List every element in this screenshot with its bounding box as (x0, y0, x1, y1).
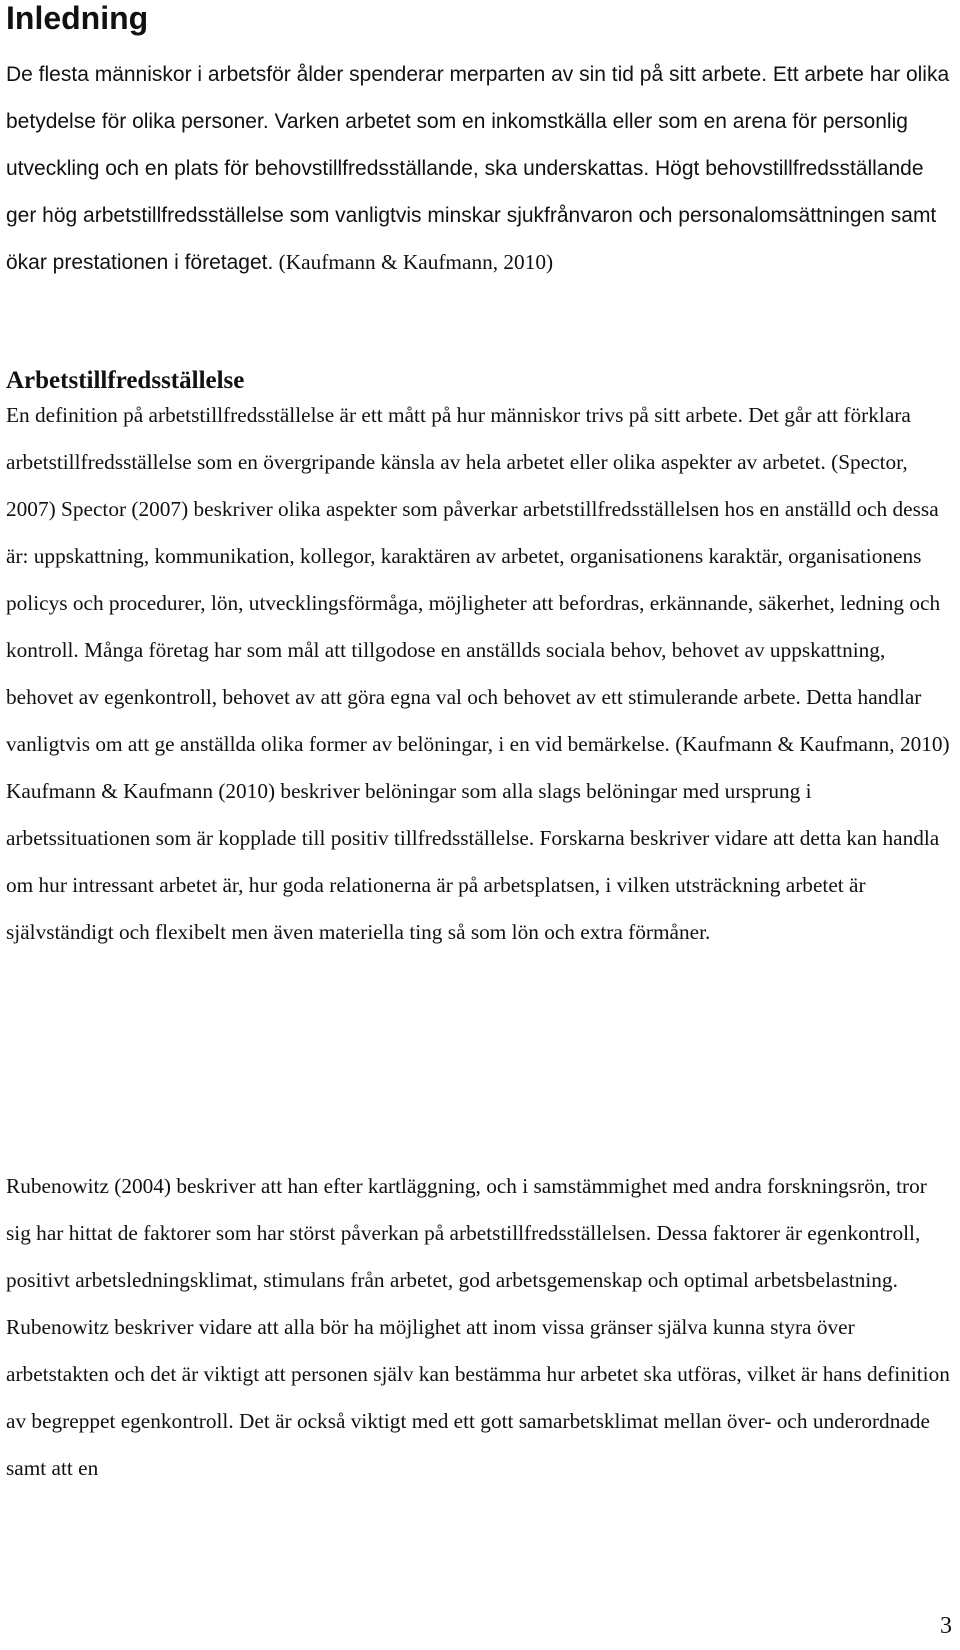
heading-arbetstillfredsstallelse: Arbetstillfredsställelse (6, 367, 245, 394)
section-paragraph-1: En definition på arbetstillfredsställelse är ett mått på hur människor trivs på sitt arbete. Det går att förklara arbetstillfredsställelse som en övergripande känsla av hela arbetet eller olika aspekter av arbetet. (Spector, 2007) Spector (2007) beskriver olika aspekter som påverkar arbetstillfredsställelsen hos en anställd och dessa är: uppskattning, kommunikation, kollegor, karaktären av arbetet, organisationens karaktär, organisationens policys och procedurer, lön, utvecklingsförmåga, möjligheter att befordras, erkännande, säkerhet, ledning och kontroll. Många företag har som mål att tillgodose en anställds sociala behov, behovet av uppskattning, behovet av egenkontroll, behovet av att göra egna val och behovet av ett stimulerande arbete. Detta handlar vanligtvis om att ge anställda olika former av belöningar, i en vid bemärkelse. (Kaufmann & Kaufmann, 2010) Kaufmann & Kaufmann (2010) beskriver belöningar som alla slags belöningar med ursprung i arbetssituationen som är kopplade till positiv tillfredsställelse. Forskarna beskriver vidare att detta kan handla om hur intressant arbetet är, hur goda relationerna är på arbetsplatsen, i vilken utsträckning arbetet är självständigt och flexibelt men även materiella ting så som lön och extra förmåner. (6, 403, 950, 944)
intro-citation: (Kaufmann & Kaufmann, 2010) (273, 250, 554, 274)
intro-text: De flesta människor i arbetsför ålder spenderar merparten av sin tid på sitt arbete. Ett arbete har olika betydelse för olika personer. Varken arbetet som en inkomstkälla eller som en arena för personlig utveckling och en plats för behovstillfredsställande, ska underskattas. Högt behovstillfredsställande ger hög arbetstillfredsställelse som vanligtvis minskar sjukfrånvaron och personalomsättningen samt ökar prestationen i företaget. (6, 63, 950, 274)
section-paragraph-2: Rubenowitz (2004) beskriver att han efter kartläggning, och i samstämmighet med andra forskningsrön, tror sig har hittat de faktorer som har störst påverkan på arbetstillfredsställelsen. Dessa faktorer är egenkontroll, positivt arbetsledningsklimat, stimulans från arbetet, god arbetsgemenskap och optimal arbetsbelastning. Rubenowitz beskriver vidare att alla bör ha möjlighet att inom vissa gränser själva kunna styra över arbetstakten och det är viktigt att personen själv kan bestämma hur arbetet ska utföras, vilket är hans definition av begreppet egenkontroll. Det är också viktigt med ett gott samarbetsklimat mellan över- och underordnade samt att en (6, 1174, 950, 1480)
heading-inledning: Inledning (6, 0, 149, 36)
intro-paragraph (6, 51, 956, 286)
page-number: 3 (940, 1613, 952, 1639)
